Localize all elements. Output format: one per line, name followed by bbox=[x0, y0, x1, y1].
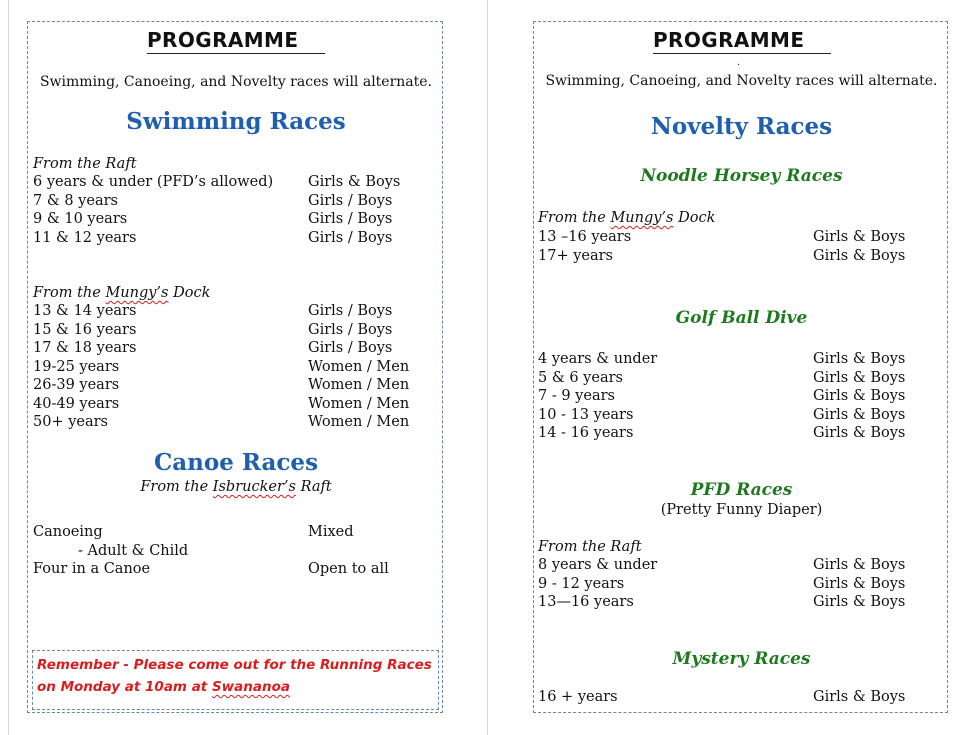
race-age: 40-49 years bbox=[33, 395, 120, 412]
race-age: 9 & 10 years bbox=[33, 211, 128, 227]
list-item bbox=[538, 369, 938, 387]
race-age: 13 –16 years bbox=[538, 229, 632, 245]
race-age: 10 - 13 years bbox=[538, 406, 634, 423]
race-age: 16 + years bbox=[538, 689, 618, 705]
list-item bbox=[33, 523, 433, 541]
race-group: Girls / Boys bbox=[308, 340, 393, 356]
spell-flag: Mungy’s bbox=[610, 210, 674, 226]
race-age: 9 - 12 years bbox=[538, 575, 625, 592]
race-age: 5 & 6 years bbox=[538, 369, 623, 386]
race-age: 13—16 years bbox=[538, 594, 634, 610]
race-group: Girls & Boys bbox=[813, 689, 906, 705]
list-item bbox=[33, 339, 433, 357]
list-item bbox=[538, 556, 938, 574]
swimming-races-heading: Swimming Races bbox=[126, 108, 346, 135]
list-item bbox=[538, 406, 938, 424]
race-group: Girls / Boys bbox=[308, 211, 393, 227]
list-item bbox=[538, 247, 938, 265]
title-underline bbox=[147, 53, 325, 54]
race-group: Girls / Boys bbox=[308, 229, 393, 246]
race-age: 26-39 years bbox=[33, 377, 120, 393]
list-item bbox=[33, 321, 433, 339]
list-item bbox=[538, 228, 938, 246]
list-item bbox=[538, 387, 938, 405]
race-group: Open to all bbox=[308, 561, 389, 577]
dock-subheading: From the Mungy’s Dock bbox=[33, 285, 211, 301]
list-item bbox=[33, 376, 433, 394]
race-age: 6 years & under (PFD’s allowed) bbox=[33, 174, 274, 190]
spell-flag: Isbrucker’s bbox=[212, 479, 296, 495]
page-edge-left bbox=[8, 0, 9, 735]
reminder-text bbox=[37, 654, 437, 698]
intro-text: Swimming, Canoeing, and Novelty races will alternate. bbox=[39, 74, 433, 90]
right-programme-panel bbox=[533, 21, 948, 713]
race-group: Girls & Boys bbox=[813, 594, 906, 610]
pfd-note: (Pretty Funny Diaper) bbox=[660, 502, 823, 518]
list-item bbox=[33, 395, 433, 413]
race-group: Girls & Boys bbox=[813, 557, 906, 573]
race-group: Girls / Boys bbox=[308, 192, 393, 209]
race-age: 11 & 12 years bbox=[33, 229, 137, 246]
spell-flag: Mungy’s bbox=[105, 285, 169, 301]
reminder-line-2: on Monday at 10am at Swananoa bbox=[37, 679, 290, 695]
canoe-races-heading: Canoe Races bbox=[153, 449, 319, 476]
race-group: Girls & Boys bbox=[813, 575, 906, 592]
stray-dot: . bbox=[737, 57, 741, 68]
race-age: 15 & 16 years bbox=[33, 321, 137, 338]
title-underline bbox=[653, 53, 831, 54]
race-group: Girls & Boys bbox=[813, 406, 906, 423]
novelty-races-heading: Novelty Races bbox=[650, 113, 833, 140]
pfd-subheading: From the Raft bbox=[538, 539, 642, 555]
page-title: PROGRAMME bbox=[147, 28, 299, 52]
race-group: Women / Men bbox=[308, 414, 410, 430]
race-group: Women / Men bbox=[308, 358, 410, 375]
raft-subheading: From the Raft bbox=[33, 156, 137, 172]
list-item bbox=[33, 560, 433, 578]
list-item bbox=[33, 302, 433, 320]
reminder-box bbox=[32, 650, 439, 710]
race-group: Girls & Boys bbox=[813, 369, 906, 386]
race-age: 17+ years bbox=[538, 247, 613, 264]
race-group: Girls & Boys bbox=[308, 174, 401, 190]
golf-ball-dive-heading: Golf Ball Dive bbox=[675, 308, 808, 328]
list-item bbox=[538, 350, 938, 368]
list-item bbox=[538, 688, 938, 706]
race-age: 13 & 14 years bbox=[33, 303, 137, 319]
race-age: 7 - 9 years bbox=[538, 388, 615, 404]
race-group: Girls & Boys bbox=[813, 247, 906, 264]
canoe-subheading: From the Isbrucker’s Raft bbox=[140, 479, 332, 495]
adult-child-line: - Adult & Child bbox=[78, 543, 189, 559]
list-item bbox=[33, 210, 433, 228]
list-item bbox=[33, 173, 433, 191]
list-item bbox=[33, 413, 433, 431]
race-group: Girls & Boys bbox=[813, 229, 906, 245]
intro-text: Swimming, Canoeing, and Novelty races will alternate. bbox=[545, 73, 938, 89]
race-group: Girls & Boys bbox=[813, 351, 906, 367]
race-group: Girls & Boys bbox=[813, 388, 906, 404]
race-age: 4 years & under bbox=[538, 351, 658, 367]
race-group: Girls & Boys bbox=[813, 425, 906, 441]
list-item bbox=[538, 593, 938, 611]
list-item bbox=[33, 192, 433, 210]
noodle-subheading: From the Mungy’s Dock bbox=[538, 210, 716, 226]
race-age: Canoeing bbox=[33, 524, 103, 540]
race-group: Mixed bbox=[308, 524, 354, 540]
race-age: 50+ years bbox=[33, 414, 108, 430]
page-divider bbox=[487, 0, 488, 735]
pfd-races-heading: PFD Races bbox=[690, 480, 793, 500]
race-age: 19-25 years bbox=[33, 358, 120, 375]
race-group: Girls / Boys bbox=[308, 303, 393, 319]
spell-flag: Swananoa bbox=[211, 679, 290, 695]
list-item bbox=[33, 229, 433, 247]
race-group: Women / Men bbox=[308, 377, 410, 393]
race-group: Girls / Boys bbox=[308, 321, 393, 338]
mystery-races-heading: Mystery Races bbox=[672, 649, 811, 669]
race-age: 7 & 8 years bbox=[33, 192, 118, 209]
page-title: PROGRAMME bbox=[653, 28, 805, 52]
list-item bbox=[538, 424, 938, 442]
left-programme-panel bbox=[27, 21, 443, 713]
race-group: Women / Men bbox=[308, 395, 410, 412]
list-item bbox=[33, 358, 433, 376]
race-age: 17 & 18 years bbox=[33, 340, 137, 356]
race-age: 8 years & under bbox=[538, 557, 658, 573]
list-item bbox=[538, 575, 938, 593]
race-age: Four in a Canoe bbox=[33, 561, 151, 577]
race-age: 14 - 16 years bbox=[538, 425, 634, 441]
noodle-horsey-heading: Noodle Horsey Races bbox=[640, 166, 843, 186]
reminder-line-1: Remember - Please come out for the Running Races bbox=[37, 657, 432, 673]
